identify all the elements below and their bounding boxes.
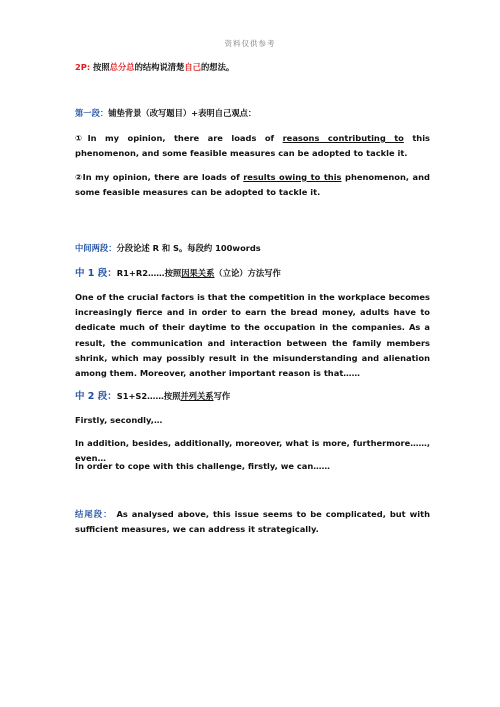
ending-label: 结尾段： (75, 509, 113, 519)
intro-code: 2P: (75, 62, 91, 72)
intro-keyword-structure: 总分总 (109, 62, 135, 72)
line-firstly: Firstly, secondly,… (75, 415, 163, 425)
intro-text-c: 的想法。 (200, 62, 235, 72)
ending-text: As analysed above, this issue seems to be complicated, but with sufficient measures, we can address it strategically. (75, 509, 430, 535)
opinion-option-2 (75, 170, 430, 200)
opinion-option-1 (75, 131, 430, 161)
opinion-1-post: this phenomenon, and some feasible measures can be adopted to tackle it. (75, 133, 430, 159)
opinion-2-post: phenomenon, and some feasible measures can be adopted to tackle it. (75, 172, 430, 198)
middle-1-label: 中 1 段： (75, 268, 117, 279)
section-first-paragraph (75, 106, 430, 121)
intro-keyword-self: 自己 (184, 62, 201, 72)
middle-text: 分段论述 R 和 S。每段约 100words (116, 243, 261, 253)
opinion-2-underlined: results owing to this (243, 172, 342, 182)
section-middle (75, 241, 430, 256)
section-middle-1 (75, 266, 430, 281)
opinion-2-pre: ②In my opinion, there are loads of (75, 172, 244, 182)
middle-1-pre: R1+R2……按照 (116, 268, 182, 278)
intro-text-a: 按照 (90, 62, 110, 72)
opinion-1-pre: ①In my opinion, there are loads of (75, 133, 283, 143)
middle-2-pre: S1+S2……按照 (116, 391, 181, 401)
middle-label: 中间两段： (75, 243, 117, 253)
middle-2-underlined: 并列关系 (180, 391, 214, 401)
line-addition: In addition, besides, additionally, moreover, what is more, furthermore……, even… (75, 438, 430, 464)
middle-2-label: 中 2 段： (75, 391, 117, 402)
first-paragraph-label: 第一段： (75, 108, 109, 118)
opinion-1-underlined: reasons contributing to (282, 133, 404, 143)
body-paragraph-1: One of the crucial factors is that the competition in the workplace becomes increasingly fierce and in order to earn the bread money, adults have to dedicate much of their daytime to the occupation in the companies. As a result, the communication and interaction between the family members shrink, which may possibly result in the misunderstanding and alienation among them. Moreover, another important reason is that…… (75, 292, 430, 379)
page-header: 资料仅供参考 (224, 39, 276, 48)
middle-1-underlined: 因果关系 (181, 268, 215, 278)
middle-1-post: （立论）方法写作 (214, 268, 281, 278)
first-paragraph-text: 铺垫背景（改写题目）+表明自己观点： (108, 108, 257, 118)
intro-line (75, 60, 430, 75)
middle-2-post: 写作 (213, 391, 231, 401)
intro-text-b: 的结构说清楚 (134, 62, 185, 72)
section-middle-2 (75, 389, 430, 404)
section-ending (75, 507, 430, 537)
line-cope: In order to cope with this challenge, firstly, we can…… (75, 461, 330, 471)
